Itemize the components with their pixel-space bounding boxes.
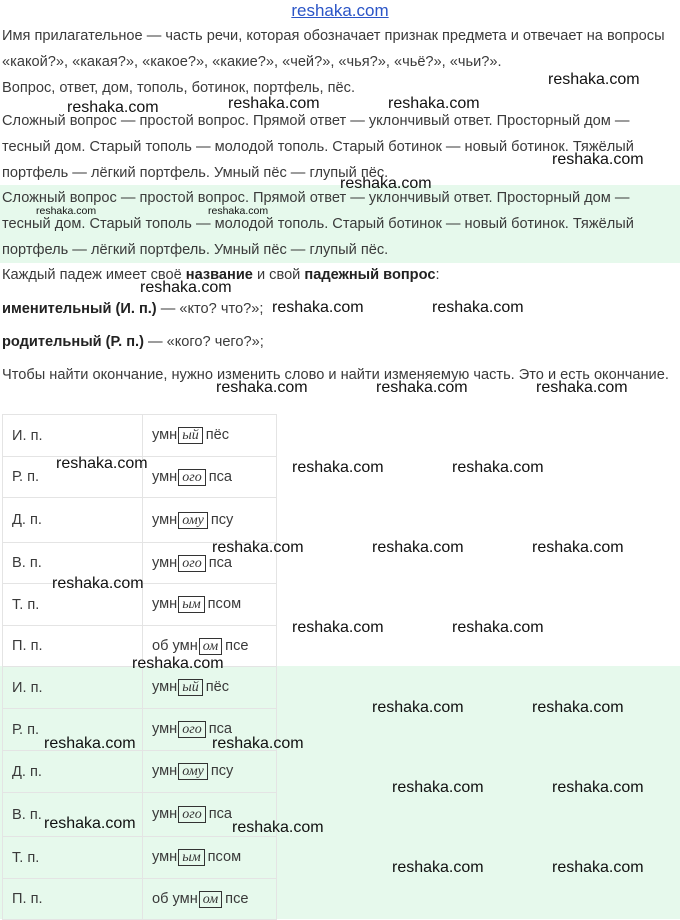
table-row — [3, 837, 277, 879]
case-cell: П. п. — [3, 879, 143, 920]
table-row — [3, 751, 277, 793]
watermark: reshaka.com — [216, 379, 308, 396]
answer-paragraph: Сложный вопрос — простой вопрос. Прямой ответ — уклончивый ответ. Просторный дом — тесный дом. Старый тополь — молодой тополь. Старый ботинок — новый ботинок. Тяжёлый портфель — лёгкий портфель. Умный пёс — глупый пёс. — [2, 190, 634, 258]
ending-box: ым — [178, 596, 204, 613]
watermark: reshaka.com — [44, 815, 136, 832]
watermark: reshaka.com — [452, 459, 544, 476]
case-line-genitive: родительный (Р. п.) — «кого? чего?»; — [2, 334, 264, 350]
noun-form: пса — [208, 554, 233, 571]
watermark: reshaka.com — [552, 859, 644, 876]
watermark: reshaka.com — [532, 539, 624, 556]
noun-form: псом — [207, 596, 242, 612]
watermark: reshaka.com — [208, 205, 269, 217]
noun-form: псом — [207, 849, 242, 865]
watermark: reshaka.com — [52, 575, 144, 592]
watermark: reshaka.com — [388, 95, 480, 112]
watermark: reshaka.com — [292, 619, 384, 636]
case-cell: Р. п. — [3, 457, 143, 498]
ending-paragraph: Чтобы найти окончание, нужно изменить слово и найти изменяемую часть. Это и есть окончание. — [2, 367, 669, 383]
noun-form: псу — [210, 763, 234, 779]
case-cell: Д. п. — [3, 498, 143, 543]
noun-form: пёс — [205, 427, 230, 443]
noun-form: пса — [208, 806, 233, 822]
watermark: reshaka.com — [372, 699, 464, 716]
watermark: reshaka.com — [452, 619, 544, 636]
watermark: reshaka.com — [44, 735, 136, 752]
word-form-cell — [143, 415, 277, 457]
case-line-nominative: именительный (И. п.) — «кто? что?»; — [2, 301, 264, 317]
table-row — [3, 498, 277, 543]
table-row — [3, 879, 277, 920]
table-row — [3, 415, 277, 457]
word-form-cell — [143, 751, 277, 793]
definition-paragraph: Имя прилагательное — часть речи, которая обозначает признак предмета и отвечает на вопросы «какой?», «какая?», «какое?», «какие?», «чей?», «чья?», «чьё?», «чьи?». — [2, 28, 665, 70]
watermark: reshaka.com — [272, 299, 364, 316]
ending-box: ого — [178, 555, 205, 572]
watermark: reshaka.com — [232, 819, 324, 836]
ending-box: ом — [199, 891, 222, 908]
word-stem: умн — [152, 806, 178, 822]
watermark: reshaka.com — [36, 205, 97, 217]
watermark: reshaka.com — [140, 279, 232, 296]
noun-form: пёс — [205, 679, 230, 695]
watermark: reshaka.com — [292, 459, 384, 476]
noun-form: псу — [210, 511, 234, 528]
watermark: reshaka.com — [552, 779, 644, 796]
case-cell: П. п. — [3, 626, 143, 667]
ending-box: ого — [178, 469, 205, 486]
watermark: reshaka.com — [532, 699, 624, 716]
word-stem: умн — [152, 849, 178, 865]
word-form-cell — [143, 457, 277, 498]
word-stem: умн — [152, 721, 178, 737]
noun-form: пса — [208, 468, 233, 485]
pairs-paragraph: Сложный вопрос — простой вопрос. Прямой ответ — уклончивый ответ. Просторный дом — тесный дом. Старый тополь — молодой тополь. Старый ботинок — новый ботинок. Тяжёлый портфель — лёгкий портфель. Умный пёс — глупый пёс. — [2, 113, 634, 181]
ending-box: ому — [178, 512, 208, 529]
noun-form: пса — [208, 721, 233, 737]
word-stem: умн — [152, 427, 178, 443]
watermark: reshaka.com — [340, 175, 432, 192]
ending-box: ый — [178, 427, 202, 444]
watermark: reshaka.com — [376, 379, 468, 396]
word-form-cell — [143, 879, 277, 920]
ending-box: ого — [178, 806, 205, 823]
word-stem: умн — [152, 511, 178, 528]
watermark: reshaka.com — [228, 95, 320, 112]
watermark: reshaka.com — [372, 539, 464, 556]
case-cell: И. п. — [3, 667, 143, 709]
word-stem: об умн — [152, 637, 198, 654]
watermark: reshaka.com — [548, 71, 640, 88]
case-cell: В. п. — [3, 793, 143, 837]
watermark: reshaka.com — [212, 735, 304, 752]
watermark: reshaka.com — [392, 859, 484, 876]
words-paragraph: Вопрос, ответ, дом, тополь, ботинок, портфель, пёс. — [2, 80, 355, 96]
word-stem: умн — [152, 468, 178, 485]
watermark: reshaka.com — [552, 151, 644, 168]
ending-box: ого — [178, 721, 205, 738]
watermark: reshaka.com — [432, 299, 524, 316]
noun-form: псе — [225, 637, 249, 654]
case-cell: Р. п. — [3, 709, 143, 751]
word-stem: об умн — [152, 890, 198, 907]
watermark: reshaka.com — [212, 539, 304, 556]
ending-box: ый — [178, 679, 202, 696]
watermark: reshaka.com — [56, 455, 148, 472]
ending-box: ом — [199, 638, 222, 655]
cases-intro: Каждый падеж имеет своё название и свой падежный вопрос: — [2, 267, 440, 283]
case-cell: Д. п. — [3, 751, 143, 793]
case-cell: В. п. — [3, 543, 143, 584]
case-cell: И. п. — [3, 415, 143, 457]
declension-table-2 — [2, 666, 277, 920]
case-cell: Т. п. — [3, 584, 143, 626]
word-stem: умн — [152, 679, 178, 695]
watermark: reshaka.com — [536, 379, 628, 396]
noun-form: псе — [225, 890, 249, 907]
word-form-cell — [143, 498, 277, 543]
watermark: reshaka.com — [392, 779, 484, 796]
word-form-cell — [143, 584, 277, 626]
ending-box: ому — [178, 763, 208, 780]
case-cell: Т. п. — [3, 837, 143, 879]
watermark: reshaka.com — [67, 99, 159, 116]
word-form-cell — [143, 837, 277, 879]
ending-box: ым — [178, 849, 204, 866]
word-stem: умн — [152, 763, 178, 779]
word-stem: умн — [152, 596, 178, 612]
site-title-link[interactable]: reshaka.com — [291, 1, 389, 20]
watermark: reshaka.com — [132, 655, 224, 672]
word-stem: умн — [152, 554, 178, 571]
